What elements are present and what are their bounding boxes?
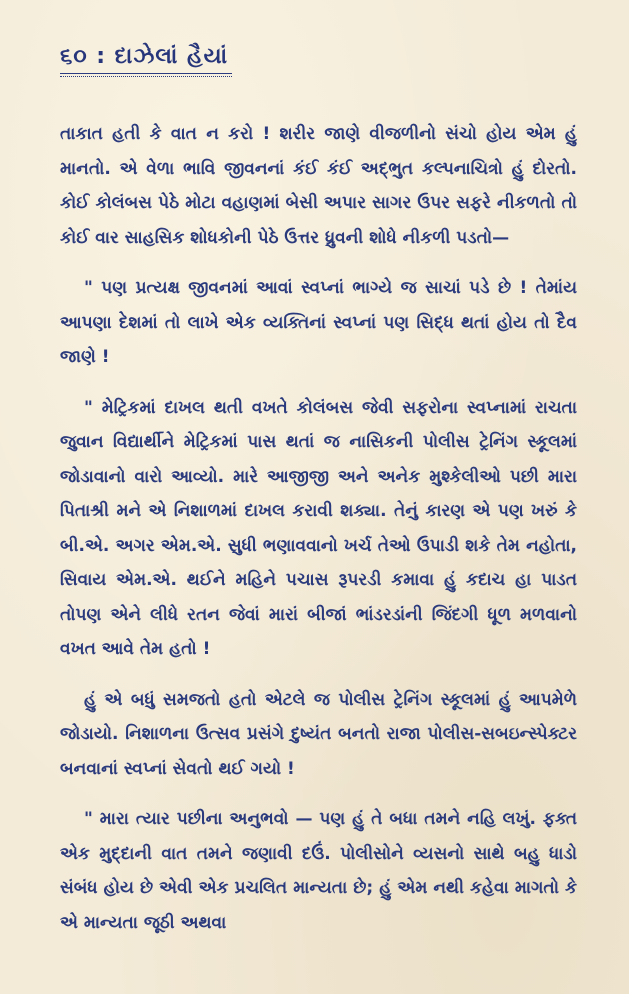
running-header bbox=[60, 44, 232, 77]
paragraph-3: " મેટ્રિકમાં દાખલ થતી વખતે કોલંબસ જેવી સફરોના સ્વપ્નામાં રાચતા જુવાન વિદ્યાર્થીને મેટ્રિકમાં પાસ થતાં જ નાસિકની પોલીસ ટ્રેનિંગ સ્કૂલમાં જોડાવાનો વારો આવ્યો. મારે આજીજી અને અનેક મુશ્કેલીઓ પછી મારા પિતાશ્રી મને એ નિશાળમાં દાખલ કરાવી શક્યા. તેનું કારણ એ પણ ખરું કે બી.એ. અગર એમ.એ. સુધી ભણાવવાનો ખર્ચ તેઓ ઉપાડી શકે તેમ નહોતા, સિવાય એમ.એ. થઈને મહિને પચાસ રૂપરડી કમાવા હું કદાચ હા પાડત તોપણ એને લીધે રતન જેવાં મારાં બીજાં ભાંડરડાંની જિંદગી ધૂળ મળવાનો વખત આવે તેમ હતો ! bbox=[60, 397, 577, 659]
paragraph-1: તાકાત હતી કે વાત ન કરો ! શરીર જાણે વીજળીનો સંચો હોય એમ હું માનતો. એ વેળા ભાવિ જીવનનાં કંઈ કંઈ અદ્ભુત કલ્પનાચિત્રો હું દોરતો. કોઈ કોલંબસ પેઠે મોટા વહાણમાં બેસી અપાર સાગર ઉપર સફરે નીકળતો તો કોઈ વાર સાહસિક શોધકોની પેઠે ઉત્તર ધ્રુવની શોધે નીકળી પડતો— bbox=[60, 124, 577, 248]
paragraph-2: " પણ પ્રત્યક્ષ જીવનમાં આવાં સ્વપ્નાં ભાગ્યે જ સાચાં પડે છે ! તેમાંય આપણા દેશમાં તો લાખે એક વ્યક્તિનાં સ્વપ્નાં પણ સિદ્ધ થતાં હોય તો દૈવ જાણે ! bbox=[60, 278, 577, 367]
header-underline-dotted bbox=[60, 76, 232, 77]
header-underline bbox=[60, 73, 232, 74]
page-number-and-title: ૬૦ : દાઝેલાં હૈયાં bbox=[60, 44, 229, 69]
paragraph-4: હું એ બધું સમજતો હતો એટલે જ પોલીસ ટ્રેનિંગ સ્કૂલમાં હું આપમેળે જોડાયો. નિશાળના ઉત્સવ પ્રસંગે દુષ્યંત બનતો રાજા પોલીસ-સબઇન્સ્પેક્ટર બનવાનાં સ્વપ્નાં સેવતો થઈ ગયો ! bbox=[60, 689, 577, 779]
paragraph-5: " મારા ત્યાર પછીના અનુભવો — પણ હું તે બધા તમને નહિ લખું. ફક્ત એક મુદ્દાની વાત તમને જણાવી દઉં. પોલીસોને વ્યસનો સાથે બહુ ધાડો સંબંધ હોય છે એવી એક પ્રચલિત માન્યતા છે; હું એમ નથી કહેવા માગતો કે એ માન્યતા જૂઠી અથવા bbox=[60, 809, 577, 933]
